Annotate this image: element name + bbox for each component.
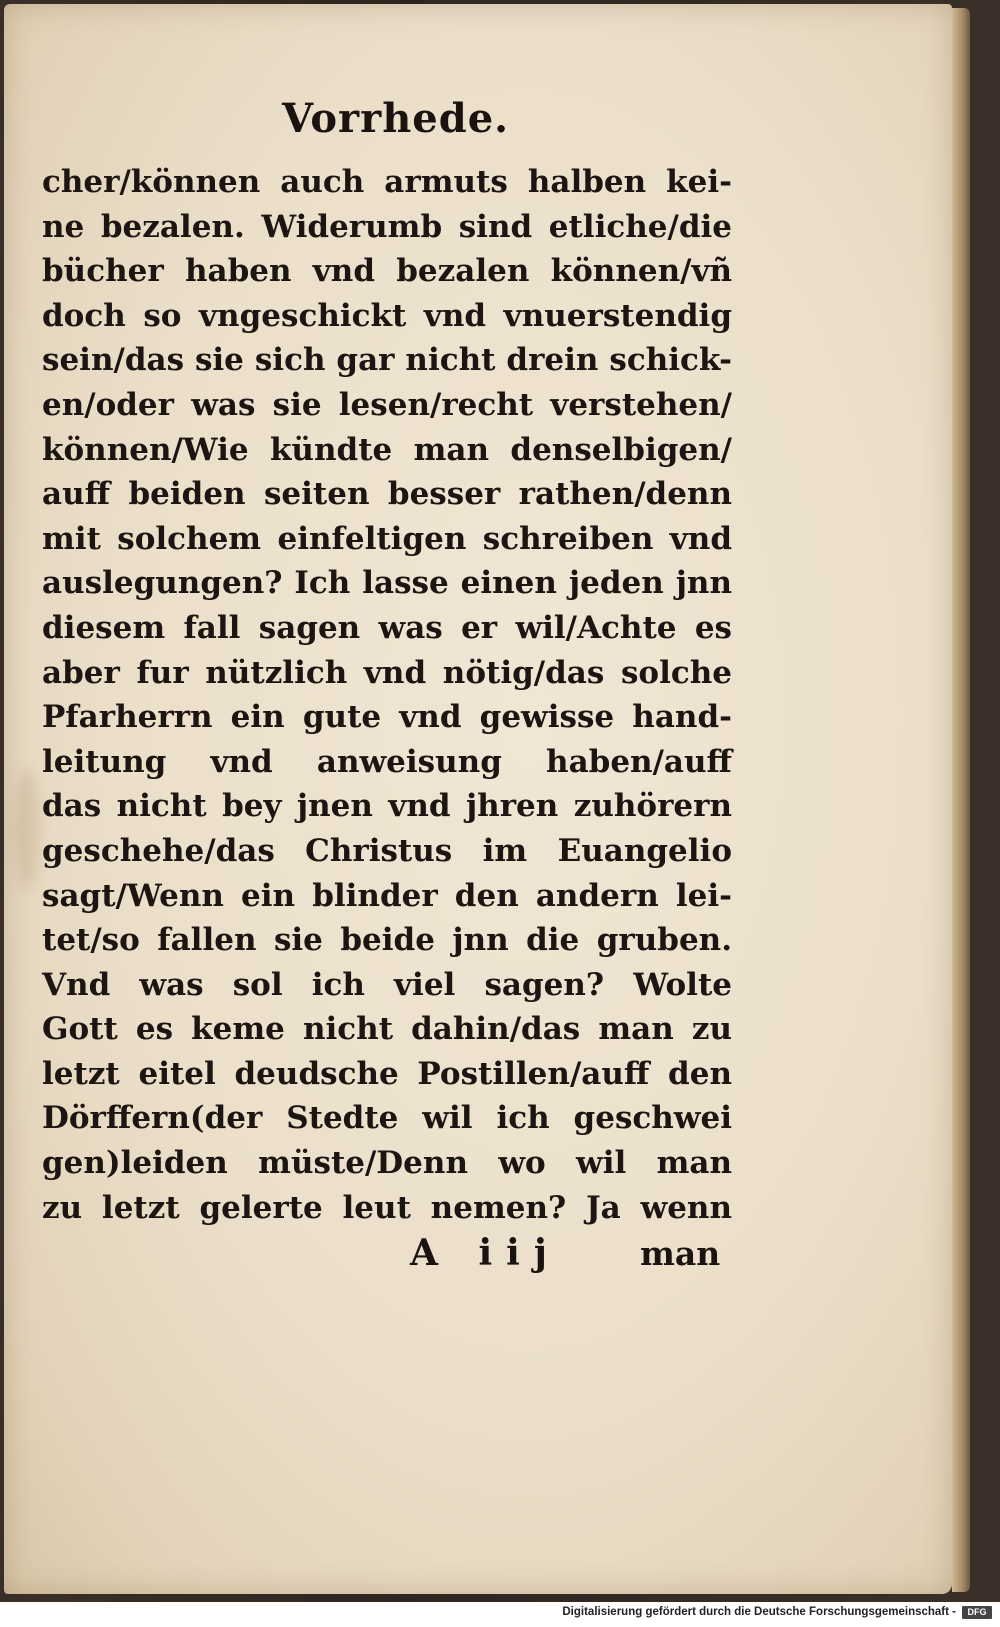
running-head: Vorrhede.	[282, 95, 510, 142]
signature-mark: A iij	[410, 1232, 561, 1274]
text-line: doch so vngeschickt vnd vnuerstendig	[42, 297, 732, 334]
text-line: leitung vnd anweisung haben/auff	[42, 743, 732, 780]
text-line: sein/das sie sich gar nicht drein schick-	[42, 342, 732, 379]
text-line: diesem fall sagen was er wil/Achte es	[42, 609, 732, 646]
text-line: können/Wie kündte man denselbigen/	[42, 431, 732, 468]
text-line: zu letzt gelerte leut nemen? Ja wenn	[42, 1189, 732, 1226]
text-line: auff beiden seiten besser rathen/denn	[42, 476, 732, 513]
text-line: auslegungen? Ich lasse einen jeden jnn	[42, 565, 732, 602]
text-line: cher/können auch armuts halben kei-	[42, 164, 732, 200]
text-line: en/oder was sie lesen/recht verstehen/	[42, 386, 732, 423]
text-line: geschehe/das Christus im Euangelio	[42, 832, 732, 869]
text-line: bücher haben vnd bezalen können/vñ	[42, 253, 732, 290]
page-edge	[952, 8, 970, 1592]
text-line: mit solchem einfeltigen schreiben vnd	[42, 520, 732, 557]
text-line: Gott es keme nicht dahin/das man zu	[42, 1011, 732, 1048]
text-line: Dörffern(der Stedte wil ich geschwei	[42, 1100, 732, 1137]
text-line: tet/so fallen sie beide jnn die gruben.	[42, 922, 732, 959]
paper-stain	[14, 770, 40, 890]
catchword: man	[640, 1234, 721, 1273]
text-line: gen)leiden müste/Denn wo wil man	[42, 1145, 732, 1182]
text-line: ne bezalen. Widerumb sind etliche/die	[42, 208, 732, 245]
text-line: sagt/Wenn ein blinder den andern lei-	[42, 877, 732, 914]
dfg-logo: DFG	[962, 1606, 992, 1619]
text-line: letzt eitel deudsche Postillen/auff den	[42, 1055, 732, 1092]
body-text	[42, 160, 732, 1230]
text-line: aber fur nützlich vnd nötig/das solche	[42, 654, 732, 691]
footer-credit: Digitalisierung gefördert durch die Deutsche Forschungsgemeinschaft -	[562, 1606, 956, 1618]
text-line: das nicht bey jnen vnd jhren zuhörern	[42, 788, 732, 825]
text-line: Vnd was sol ich viel sagen? Wolte	[42, 966, 732, 1003]
text-line: Pfarherrn ein gute vnd gewisse hand-	[42, 699, 732, 736]
